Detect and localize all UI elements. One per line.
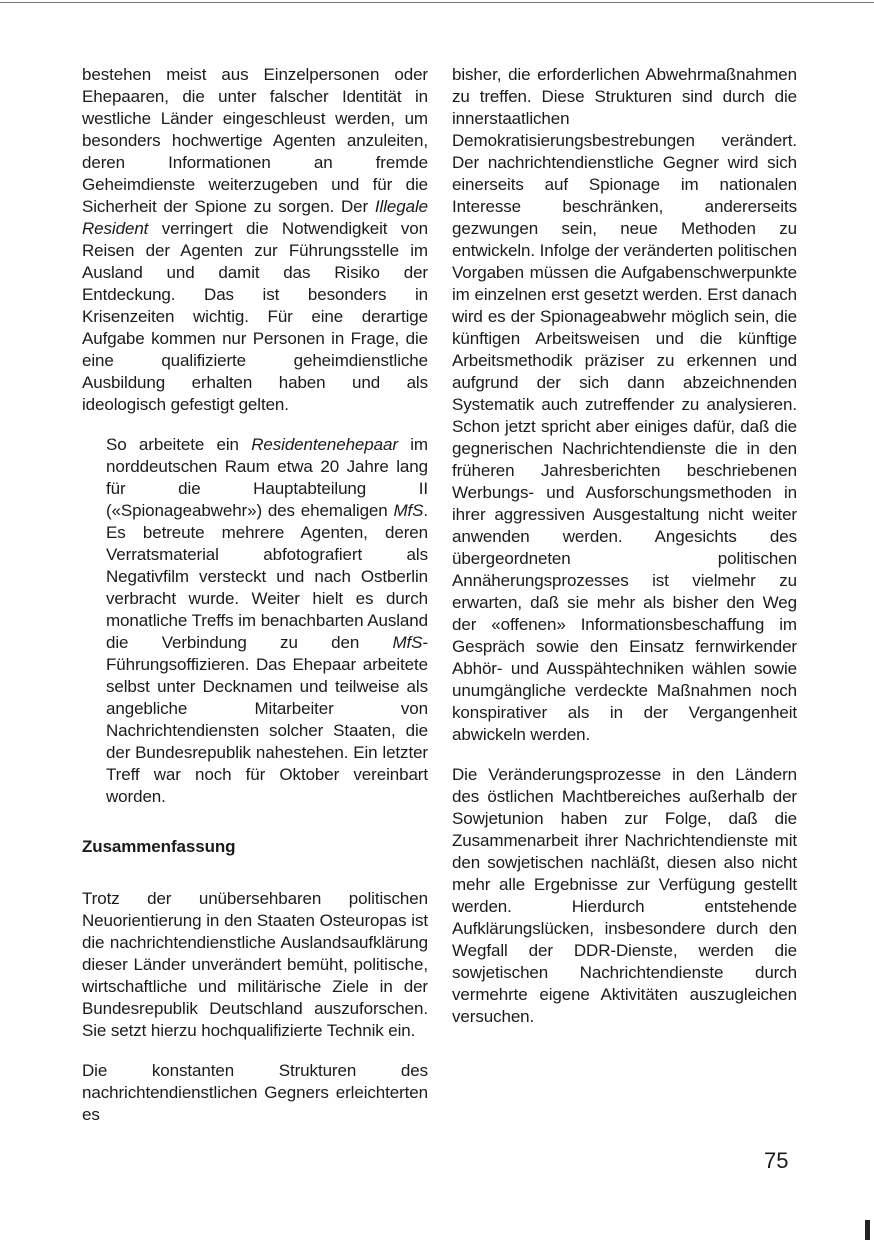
- text-segment: So arbeitete ein: [106, 435, 252, 454]
- section-heading: Zusammenfassung: [82, 837, 236, 856]
- italic-term: MfS: [392, 633, 423, 652]
- left-paragraph-4: Die konstanten Strukturen des nachrichtendienstlichen Gegners erleichterten es: [82, 1061, 428, 1124]
- italic-term: MfS: [393, 501, 424, 520]
- italic-term: Illegale Resident: [82, 197, 428, 238]
- scan-edge-mark: [865, 1220, 870, 1240]
- text-segment: bestehen meist aus Einzelpersonen oder Ehepaaren, die unter falscher Identität in westliche Länder eingeschleust werden, um besonders hochwertige Agenten anzuleiten, deren Informationen an fremde Geheimdienste weiterzugeben und für die Sicherheit der Spione zu sorgen. Der: [82, 65, 428, 216]
- left-column: [82, 64, 428, 1126]
- left-paragraph-1: [82, 64, 428, 416]
- page-top-rule: [0, 2, 874, 3]
- left-paragraph-3: Trotz der unübersehbaren politischen Neuorientierung in den Staaten Osteuropas ist die nachrichtendienstliche Auslandsaufklärung dieser Länder unverändert bemüht, politische, wirtschaftliche und militärische Ziele in der Bundesrepublik Deutschland auszuforschen. Sie setzt hierzu hochqualifizierte Technik ein.: [82, 889, 428, 1040]
- right-paragraph-2: Die Veränderungsprozesse in den Ländern des östlichen Machtbereiches außerhalb der Sowjetunion haben zur Folge, daß die Zusammenarbeit ihrer Nachrichtendienste mit den sowjetischen nachläßt, diesen also nicht mehr alle Ergebnisse zur Verfügung gestellt werden. Hierdurch entstehende Aufklärungslücken, insbesondere durch den Wegfall der DDR-Dienste, werden die sowjetischen Nachrichtendienste durch vermehrte eigene Aktivitäten auszugleichen versuchen.: [452, 765, 797, 1026]
- page-number: 75: [764, 1148, 789, 1173]
- text-segment: -Führungsoffizieren. Das Ehepaar arbeitete selbst unter Decknamen und teilweise als angebliche Mitarbeiter von Nachrichtendiensten solcher Staaten, die der Bundesrepublik nahestehen. Ein letzter Treff war noch für Oktober vereinbart worden.: [106, 633, 428, 806]
- italic-term: Residentenehepaar: [251, 435, 398, 454]
- text-segment: . Es betreute mehrere Agenten, deren Verratsmaterial abfotografiert als Negativfilm versteckt und nach Ostberlin verbracht wurde. Weiter hielt es durch monatliche Treffs im benachbarten Ausland die Verbindung zu den: [106, 501, 428, 652]
- text-segment: im norddeutschen Raum etwa 20 Jahre lang für die Hauptabteilung II («Spionageabwehr») des ehemaligen: [106, 435, 428, 520]
- left-paragraph-2-example: [106, 434, 428, 808]
- right-column: [452, 64, 797, 1028]
- text-segment: verringert die Notwendigkeit von Reisen der Agenten zur Führungsstelle im Ausland und damit das Risiko der Entdeckung. Das ist besonders in Krisenzeiten wichtig. Für eine derartige Aufgabe kommen nur Personen in Frage, die eine qualifizierte geheimdienstliche Ausbildung erhalten haben und als ideologisch gefestigt gelten.: [82, 219, 428, 414]
- right-paragraph-1: bisher, die erforderlichen Abwehrmaßnahmen zu treffen. Diese Strukturen sind durch die innerstaatlichen Demokratisierungsbestrebungen verändert. Der nachrichtendienstliche Gegner wird sich einerseits auf Spionage im nationalen Interesse beschränken, andererseits gezwungen sein, neue Methoden zu entwickeln. Infolge der veränderten politischen Vorgaben müssen die Aufgabenschwerpunkte im einzelnen erst gesetzt werden. Erst danach wird es der Spionageabwehr möglich sein, die künftigen Arbeitsweisen und die künftige Arbeitsmethodik präziser zu erkennen und aufgrund der sich dann abzeichnenden Systematik auch zutreffender zu analysieren. Schon jetzt spricht aber einiges dafür, daß die gegnerischen Nachrichtendienste die in den früheren Jahresberichten beschriebenen Werbungs- und Ausforschungsmethoden in ihrer aggressiven Ausgestaltung nicht weiter anwenden werden. Angesichts des übergeordneten politischen Annäherungsprozesses ist vielmehr zu erwarten, daß sie mehr als bisher den Weg der «offenen» Informationsbeschaffung im Gespräch sowie den Einsatz fernwirkender Abhör- und Ausspähtechniken wählen sowie unumgängliche verdeckte Maßnahmen noch konspirativer als in der Vergangenheit abwickeln werden.: [452, 65, 797, 744]
